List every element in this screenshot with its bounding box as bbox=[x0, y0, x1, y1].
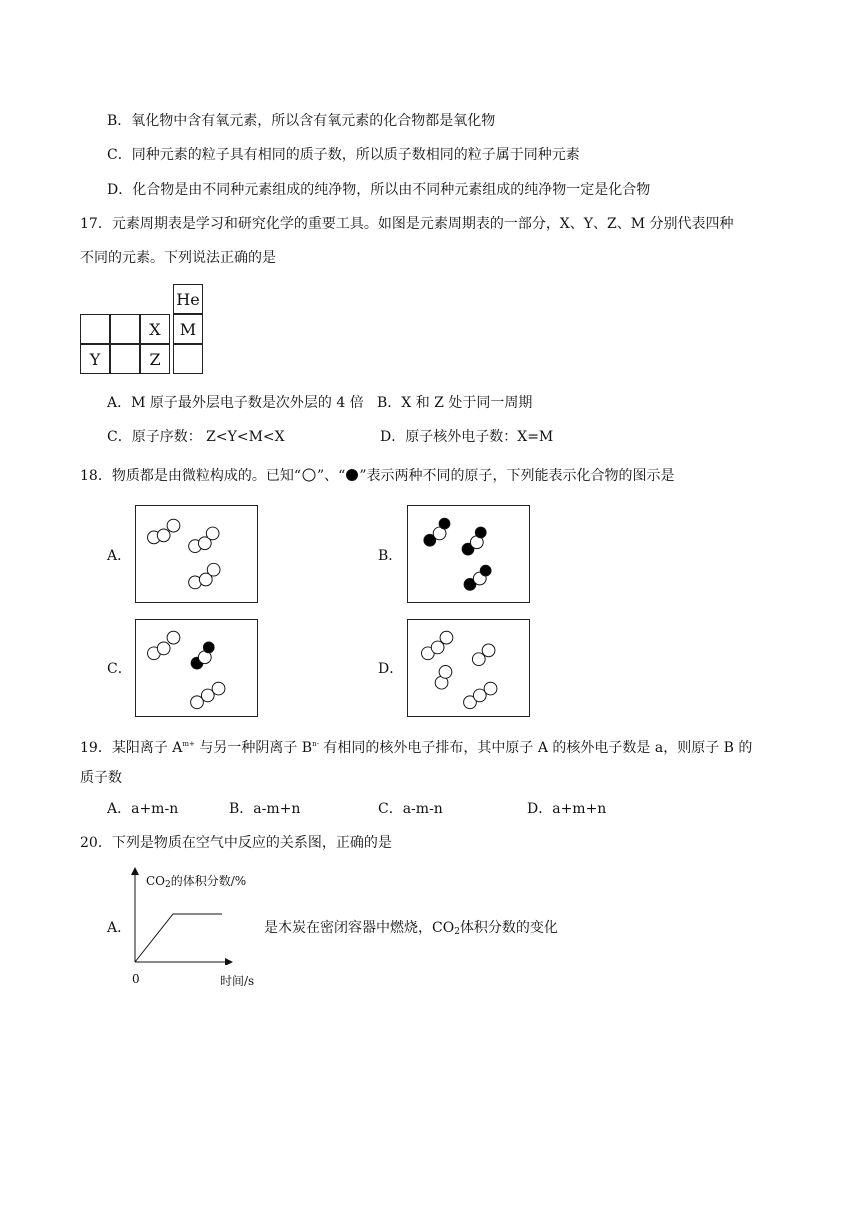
q16-option-d: D．化合物是由不同种元素组成的纯净物，所以由不同种元素组成的纯净物一定是化合物 bbox=[107, 182, 651, 198]
pt-cell-empty bbox=[110, 344, 140, 374]
pt-cell-m: M bbox=[173, 314, 203, 344]
q17-stem-line2: 不同的元素。下列说法正确的是 bbox=[80, 250, 276, 266]
desc-subscript: 2 bbox=[454, 927, 460, 937]
q17-stem-line1: 17．元素周期表是学习和研究化学的重要工具。如图是元素周期表的一部分，X、Y、Z、M 分别代表四种 bbox=[80, 216, 734, 232]
pt-cell-empty bbox=[173, 344, 203, 374]
q18-diagram-b bbox=[407, 505, 530, 603]
q19-stem-part2: 与另一种阴离子 B bbox=[194, 740, 313, 756]
q16-option-b: B．氧化物中含有氧元素，所以含有氧元素的化合物都是氧化物 bbox=[107, 113, 496, 129]
q18-stem-part2: ”、“ bbox=[316, 468, 346, 484]
q20-option-a-description bbox=[264, 918, 558, 942]
q20-x-axis-label: 时间/s bbox=[220, 974, 255, 988]
q19-stem-part1: 19．某阳离子 A bbox=[80, 740, 183, 756]
q18-diagram-c bbox=[135, 619, 258, 717]
q17-option-a: A．M 原子最外层电子数是次外层的 4 倍 bbox=[107, 395, 364, 411]
q19-stem-line2: 质子数 bbox=[80, 770, 122, 786]
q20-stem: 20．下列是物质在空气中反应的关系图，正确的是 bbox=[80, 835, 392, 851]
pt-cell-empty bbox=[80, 314, 110, 344]
q17-option-c: C．原子序数： Z<Y<M<X bbox=[107, 429, 285, 445]
q20-y-axis-label bbox=[146, 872, 246, 890]
q20-origin-label: 0 bbox=[132, 972, 140, 986]
q18-stem-part3: ”表示两种不同的原子，下列能表示化合物的图示是 bbox=[359, 468, 675, 484]
y-label-subscript: 2 bbox=[165, 880, 171, 890]
q19-charge-a: m+ bbox=[182, 740, 195, 748]
desc-part2: 体积分数的变化 bbox=[459, 920, 558, 936]
black-atom-icon bbox=[345, 468, 359, 482]
desc-part1: 是木炭在密闭容器中燃烧，CO bbox=[264, 920, 455, 936]
pt-cell-he: He bbox=[173, 284, 203, 314]
q20-label-a: A． bbox=[107, 920, 132, 936]
q19-stem-part3: 有相同的核外电子排布，其中原子 A 的核外电子数是 a，则原子 B 的 bbox=[318, 740, 753, 756]
q18-stem-part1: 18．物质都是由微粒构成的。已知“ bbox=[80, 468, 301, 484]
q18-label-b: B． bbox=[378, 548, 403, 564]
q17-option-b: B．X 和 Z 处于同一周期 bbox=[377, 395, 533, 411]
y-label-co: CO bbox=[146, 874, 166, 888]
q19-option-c: C．a-m-n bbox=[378, 801, 443, 817]
q18-label-a: A． bbox=[107, 548, 132, 564]
pt-cell-x: X bbox=[140, 314, 170, 344]
q19-option-b: B．a-m+n bbox=[229, 801, 301, 817]
pt-cell-z: Z bbox=[140, 344, 170, 374]
q19-option-d: D．a+m+n bbox=[527, 801, 607, 817]
y-label-rest: 的体积分数/% bbox=[170, 874, 247, 888]
white-atom-icon bbox=[301, 468, 317, 482]
pt-cell-y: Y bbox=[80, 344, 110, 374]
pt-cell-empty bbox=[110, 314, 140, 344]
q18-label-d: D． bbox=[378, 661, 404, 677]
q16-option-c: C．同种元素的粒子具有相同的质子数，所以质子数相同的粒子属于同种元素 bbox=[107, 147, 580, 163]
q19-charge-b: n- bbox=[312, 740, 319, 748]
q19-stem-line1 bbox=[80, 734, 752, 758]
q19-option-a: A．a+m-n bbox=[107, 801, 179, 817]
q17-option-d: D．原子核外电子数：X=M bbox=[380, 429, 554, 445]
q18-diagram-a bbox=[135, 505, 258, 603]
q18-label-c: C． bbox=[107, 661, 132, 677]
q18-diagram-d bbox=[407, 619, 530, 717]
q18-stem bbox=[80, 466, 674, 486]
co2-curve bbox=[135, 914, 222, 962]
